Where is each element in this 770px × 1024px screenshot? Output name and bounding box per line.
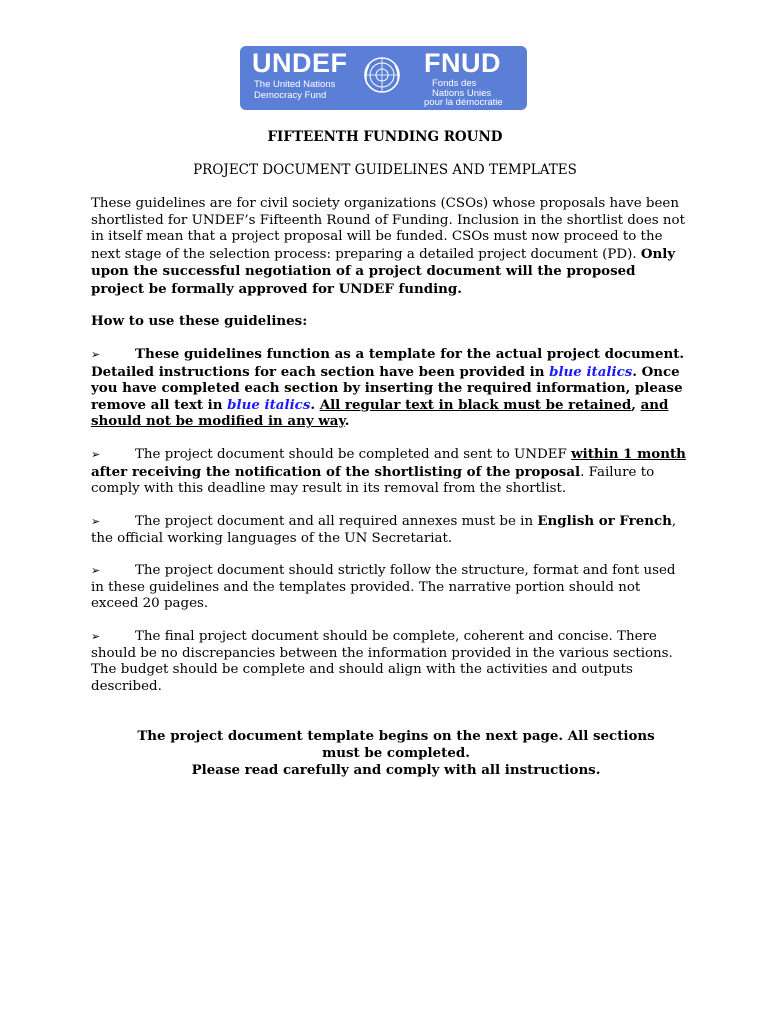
- bullet-text: ,: [631, 396, 641, 413]
- arrow-bullet-icon: ➢: [91, 564, 101, 577]
- bullet-text: .: [310, 396, 320, 413]
- document-subtitle: PROJECT DOCUMENT GUIDELINES AND TEMPLATES: [193, 162, 577, 178]
- guideline-bullet-1: [91, 346, 691, 430]
- intro-bold-text: Only upon the successful negotiation of a project document will the proposed project be formally approved for UNDEF funding.: [91, 245, 676, 297]
- bullet-text: , the official working languages of the UN Secretariat.: [91, 514, 677, 546]
- closing-line: Please read carefully and comply with all instructions.: [191, 762, 601, 778]
- logo-fnud-title: FNUD: [424, 48, 501, 78]
- logo-undef-title: UNDEF: [252, 48, 348, 78]
- deadline-text: within 1 month: [571, 446, 686, 462]
- closing-line: must be completed.: [322, 745, 470, 761]
- document-title: FIFTEENTH FUNDING ROUND: [267, 129, 503, 145]
- closing-line: The project document template begins on the next page. All sections: [137, 728, 655, 744]
- un-emblem-icon: [361, 54, 403, 96]
- logo-fnud-subtitle-line: Fonds des: [432, 78, 477, 89]
- arrow-bullet-icon: ➢: [91, 448, 101, 461]
- bullet-text: . Once you have completed each section by inserting the required information, please remove all text in: [91, 363, 683, 413]
- bullet-bold-text: after receiving the notification of the shortlisting of the proposal: [91, 463, 581, 480]
- bullet-text: The project document and all required annexes must be in: [135, 514, 538, 529]
- intro-text: These guidelines are for civil society organizations (CSOs) whose proposals have been shortlisted for UNDEF’s Fifteenth Round of Funding. Inclusion in the shortlist does not in itself mean that a project proposal will be funded. CSOs must now proceed to the next stage of the selection process: preparing a detailed project document (PD).: [91, 196, 685, 262]
- logo-undef-subtitle-line: The United Nations: [254, 79, 336, 90]
- logo-fnud-subtitle-line: pour la démocratie: [424, 97, 503, 108]
- bullet-text: .: [344, 413, 350, 430]
- bullet-text: These guidelines function as a template for the actual project document. Detailed instructions for each section have been provided in: [91, 346, 685, 380]
- intro-paragraph: [91, 196, 691, 299]
- undef-logo: [240, 46, 527, 110]
- guideline-bullet-4: [91, 563, 691, 613]
- language-text: English or French: [537, 513, 672, 529]
- blue-italics-sample: blue italics: [227, 396, 311, 413]
- arrow-bullet-icon: ➢: [91, 348, 101, 361]
- logo-undef-subtitle: [254, 79, 335, 101]
- bullet-text: The project document should be completed and sent to UNDEF: [135, 447, 572, 462]
- guideline-bullet-3: [91, 513, 691, 547]
- logo-fnud-subtitle: [424, 78, 503, 108]
- arrow-bullet-icon: ➢: [91, 515, 101, 528]
- underlined-text: and should not be modified in any way: [91, 396, 669, 430]
- logo-undef-subtitle-line: Democracy Fund: [254, 90, 327, 101]
- bullet-text: . Failure to comply with this deadline may result in its removal from the shortlist.: [91, 464, 655, 497]
- closing-note: [91, 728, 701, 779]
- arrow-bullet-icon: ➢: [91, 630, 101, 643]
- underlined-text: All regular text in black must be retained: [319, 396, 632, 413]
- how-to-heading: How to use these guidelines:: [91, 313, 308, 329]
- blue-italics-sample: blue italics: [549, 363, 633, 380]
- guideline-bullet-2: [91, 446, 691, 498]
- bullet-text: The final project document should be complete, coherent and concise. There should be no discrepancies between the information provided in the various sections. The budget should be complete and should align with the activities and outputs described.: [91, 629, 673, 694]
- logo-fnud-subtitle-line: Nations Unies: [432, 87, 492, 99]
- guideline-bullet-5: [91, 629, 691, 695]
- bullet-text: The project document should strictly follow the structure, format and font used in these guidelines and the templates provided. The narrative portion should not exceed 20 pages.: [91, 563, 676, 612]
